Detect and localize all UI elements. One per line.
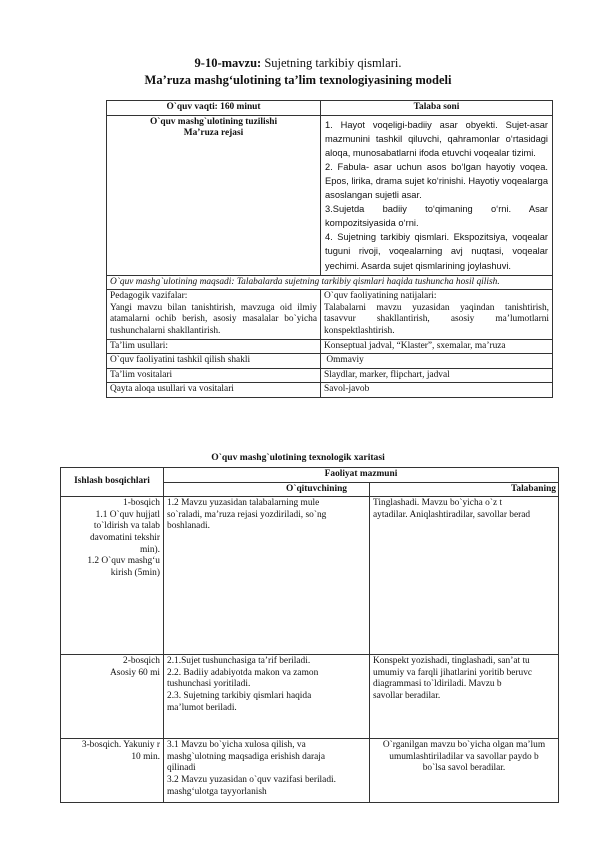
stage-line: kirish (5min)	[110, 567, 160, 578]
tech-map-table	[60, 467, 559, 803]
feedback-value: Savol-javob	[321, 383, 553, 398]
plan-item: 4. Sujetning tarkibiy qismlari. Ekspozitsiya, voqealar tuguni rivoji, voqealarning avj nuqtasi, voqealar yechimi. Asarda sujet qismlarining joylashuvi.	[325, 232, 548, 271]
ped-tasks-cell	[107, 290, 321, 339]
ped-tasks-text: Yangi mavzu bilan tanishtirish, mavzuga oid ilmiy atamalarni ochib berish, asosiy masalalar bo`yicha tushunchalarni shakllantirish.	[110, 302, 317, 336]
stage-line: 1.2 O`quv mashg‘u	[87, 556, 160, 567]
methods-label: Ta’lim usullari:	[107, 339, 321, 354]
time-cell: O`quv vaqti: 160 minut	[107, 101, 321, 116]
form-label: O`quv faoliyatini tashkil qilish shakli	[107, 354, 321, 369]
stage-cell	[61, 739, 164, 803]
teacher-line: 2.1.Sujet tushunchasiga ta’rif beriladi.	[167, 656, 311, 667]
ped-tasks-label: Pedagogik vazifalar:	[110, 291, 188, 302]
teacher-line: 3.1 Mavzu bo`yicha xulosa qilish, va	[167, 740, 306, 751]
teacher-line: mashg‘ulotga tayyorlanish	[167, 786, 267, 797]
form-value: Ommaviy	[321, 354, 553, 369]
plan-item: 1. Hayot voqeligi-badiiy asar obyekti. Sujet-asar mazmunini tashkil qiluvchi, qahramonlar o‘rtasidagi aloqa, munosabatlarni ifoda etuvchi voqealar tizimi.	[325, 119, 548, 158]
plan-label: Ma’ruza rejasi	[183, 128, 244, 139]
content-header: Faoliyat mazmuni	[164, 468, 559, 483]
goal-cell: O`quv mashg`ulotining maqsadi: Talabalarda sujetning tarkibiy qismlari haqida tushuncha hosil qilish.	[107, 275, 553, 290]
student-line: diagrammasi to`ldiriladi. Mavzu b	[373, 679, 502, 690]
results-cell	[321, 290, 553, 339]
tools-label: Ta’lim vositalari	[107, 368, 321, 383]
student-cell	[370, 655, 559, 739]
student-line: umumiy va farqli jihatlarini yoritib beruvc	[373, 667, 533, 678]
teacher-line: 3.2 Mavzu yuzasidan o`quv vazifasi beriladi.	[167, 774, 336, 785]
stage-line: 1-bosqich	[123, 498, 160, 509]
teacher-line: 2.2. Badiiy adabiyotda makon va zamon	[167, 667, 319, 678]
model-title: Ma’ruza mashg‘ulotining ta’lim texnologiyasining modeli	[144, 73, 452, 87]
feedback-label: Qayta aloqa usullari va vositalari	[107, 383, 321, 398]
lesson-model-table	[106, 100, 553, 398]
student-cell	[370, 739, 559, 803]
student-line: Konspekt yozishadi, tinglashadi, san’at tu	[373, 656, 530, 667]
results-text: Talabalarni mavzu yuzasidan yaqindan tanishtirish, tasavvur shakllantirish, asosiy ma’lumotlarni konspektlashtirish.	[324, 302, 549, 336]
teacher-line: mashg`ulotning maqsadiga erishish daraja	[167, 751, 326, 762]
structure-label: O`quv mashg`ulotining tuzilishi	[149, 116, 278, 127]
teacher-line: tushunchasi yoritiladi.	[167, 679, 251, 690]
topic-name: Sujetning tarkibiy qismlari.	[264, 56, 402, 70]
structure-cell	[107, 115, 321, 275]
stage-cell	[61, 497, 164, 655]
student-line: O`rganilgan mavzu bo`yicha olgan ma’lum	[382, 740, 546, 751]
stage-line: Asosiy 60 mi	[109, 667, 160, 678]
student-line: aytadilar. Aniqlashtiradilar, savollar berad	[373, 509, 531, 520]
teacher-header: O`qituvchining	[164, 482, 370, 497]
stage-header: Ishlash bosqichlari	[61, 468, 164, 497]
stage-cell	[61, 655, 164, 739]
student-cell	[370, 497, 559, 655]
methods-value: Konseptual jadval, “Klaster”, sxemalar, ma’ruza	[321, 339, 553, 354]
topic-heading	[0, 56, 596, 71]
teacher-cell	[164, 497, 370, 655]
teacher-line: qilinadi	[167, 763, 196, 774]
stage-line: davomatini tekshir	[89, 532, 160, 543]
teacher-line: ma’lumot beriladi.	[167, 702, 237, 713]
topic-label: 9-10-mavzu:	[194, 56, 262, 70]
stage-line: to`ldirish va talab	[93, 521, 160, 532]
tools-value: Slaydlar, marker, flipchart, jadval	[321, 368, 553, 383]
students-cell: Talaba soni	[321, 101, 553, 116]
student-line: savollar beradilar.	[373, 690, 441, 701]
teacher-cell	[164, 655, 370, 739]
teacher-line: so`raladi, ma’ruza rejasi yozdiriladi, so`ng	[167, 509, 327, 520]
plan-item: 2. Fabula- asar uchun asos bo‘lgan hayotiy voqea. Epos, lirika, drama sujet ko‘rinishi. Hayotiy voqealarga asoslangan sujetli asar.	[325, 161, 548, 201]
plan-cell	[321, 115, 553, 275]
student-header: Talabaning	[370, 482, 559, 497]
teacher-line: 2.3. Sujetning tarkibiy qismlari haqida	[167, 690, 312, 701]
stage-line: min).	[139, 544, 160, 555]
student-line: Tinglashadi. Mavzu bo`yicha o`z t	[373, 498, 503, 509]
stage-line: 1.1 O`quv hujjatl	[95, 509, 160, 520]
plan-item: 3.Sujetda badiiy to‘qimaning o‘rni. Asar kompozitsiyasida o‘rni.	[325, 204, 548, 229]
teacher-line: boshlanadi.	[167, 521, 210, 532]
stage-line: 3-bosqich. Yakuniy r	[81, 740, 160, 751]
teacher-line: 1.2 Mavzu yuzasidan talabalarning mule	[167, 498, 320, 509]
student-line: bo`lsa savol beradilar.	[422, 763, 506, 774]
student-line: umumlashtiriladilar va savollar paydo b	[389, 751, 539, 762]
stage-line: 10 min.	[131, 751, 160, 762]
tech-map-title: O`quv mashg`ulotining texnologik xaritasi	[211, 452, 385, 463]
teacher-cell	[164, 739, 370, 803]
results-label: O`quv faoliyatining natijalari:	[324, 291, 437, 302]
stage-line: 2-bosqich	[123, 656, 160, 667]
